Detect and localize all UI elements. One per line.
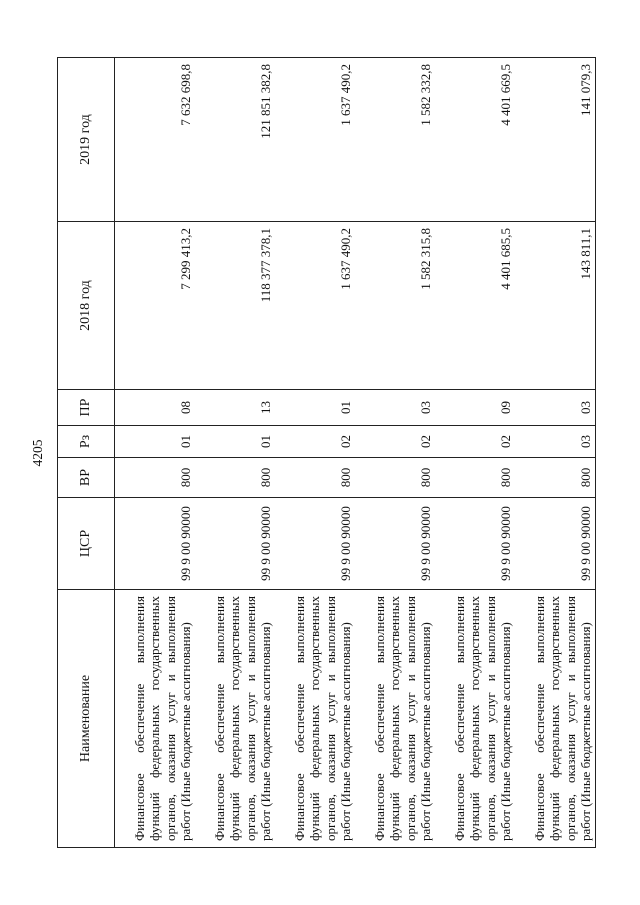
- row-rz: 02: [275, 426, 355, 458]
- header-name: Наименование: [58, 590, 115, 848]
- row-vr: 800: [435, 458, 515, 498]
- table-row: [195, 58, 275, 848]
- row-name: Финансовое обеспечение выполнения функций федеральных государственных органов, оказания услуг и выполнения работ (Иные бюджетные ассигнования): [115, 590, 196, 848]
- row-2018: 4 401 685,5: [435, 222, 515, 390]
- row-rz: 02: [435, 426, 515, 458]
- rotated-table-container: [57, 58, 593, 848]
- row-2019: 7 632 698,8: [115, 58, 196, 222]
- header-vr: ВР: [58, 458, 115, 498]
- header-rz: Рз: [58, 426, 115, 458]
- table-row: [435, 58, 515, 848]
- row-2018: 118 377 378,1: [195, 222, 275, 390]
- row-2018: 1 637 490,2: [275, 222, 355, 390]
- row-pr: 09: [435, 390, 515, 426]
- row-csr: 99 9 00 90000: [515, 498, 596, 590]
- row-2019: 1 582 332,8: [355, 58, 435, 222]
- row-pr: 01: [275, 390, 355, 426]
- row-vr: 800: [355, 458, 435, 498]
- row-csr: 99 9 00 90000: [355, 498, 435, 590]
- header-2018: 2018 год: [58, 222, 115, 390]
- row-name: Финансовое обеспечение выполнения функций федеральных государственных органов, оказания услуг и выполнения работ (Иные бюджетные ассигнования): [435, 590, 515, 848]
- row-2019: 141 079,3: [515, 58, 596, 222]
- row-rz: 01: [115, 426, 196, 458]
- row-pr: 03: [355, 390, 435, 426]
- row-vr: 800: [515, 458, 596, 498]
- row-pr: 08: [115, 390, 196, 426]
- row-2018: 7 299 413,2: [115, 222, 196, 390]
- row-vr: 800: [275, 458, 355, 498]
- row-name: Финансовое обеспечение выполнения функций федеральных государственных органов, оказания услуг и выполнения работ (Иные бюджетные ассигнования): [355, 590, 435, 848]
- row-name: Финансовое обеспечение выполнения функций федеральных государственных органов, оказания услуг и выполнения работ (Иные бюджетные ассигнования): [275, 590, 355, 848]
- row-2019: 121 851 382,8: [195, 58, 275, 222]
- row-csr: 99 9 00 90000: [435, 498, 515, 590]
- header-pr: ПР: [58, 390, 115, 426]
- table-header-row: [58, 58, 115, 848]
- row-pr: 13: [195, 390, 275, 426]
- row-rz: 03: [515, 426, 596, 458]
- row-rz: 01: [195, 426, 275, 458]
- row-vr: 800: [115, 458, 196, 498]
- row-pr: 03: [515, 390, 596, 426]
- row-2018: 1 582 315,8: [355, 222, 435, 390]
- header-2019: 2019 год: [58, 58, 115, 222]
- row-csr: 99 9 00 90000: [275, 498, 355, 590]
- header-csr: ЦСР: [58, 498, 115, 590]
- row-2018: 143 811,1: [515, 222, 596, 390]
- row-rz: 02: [355, 426, 435, 458]
- row-vr: 800: [195, 458, 275, 498]
- row-csr: 99 9 00 90000: [115, 498, 196, 590]
- table-row: [275, 58, 355, 848]
- budget-table: [57, 57, 596, 848]
- table-row: [515, 58, 596, 848]
- row-csr: 99 9 00 90000: [195, 498, 275, 590]
- row-2019: 1 637 490,2: [275, 58, 355, 222]
- table-row: [355, 58, 435, 848]
- page-number: 4205: [30, 439, 45, 467]
- table-row: [115, 58, 196, 848]
- row-name: Финансовое обеспечение выполнения функций федеральных государственных органов, оказания услуг и выполнения работ (Иные бюджетные ассигнования): [195, 590, 275, 848]
- row-name: Финансовое обеспечение выполнения функций федеральных государственных органов, оказания услуг и выполнения работ (Иные бюджетные ассигнования): [515, 590, 596, 848]
- row-2019: 4 401 669,5: [435, 58, 515, 222]
